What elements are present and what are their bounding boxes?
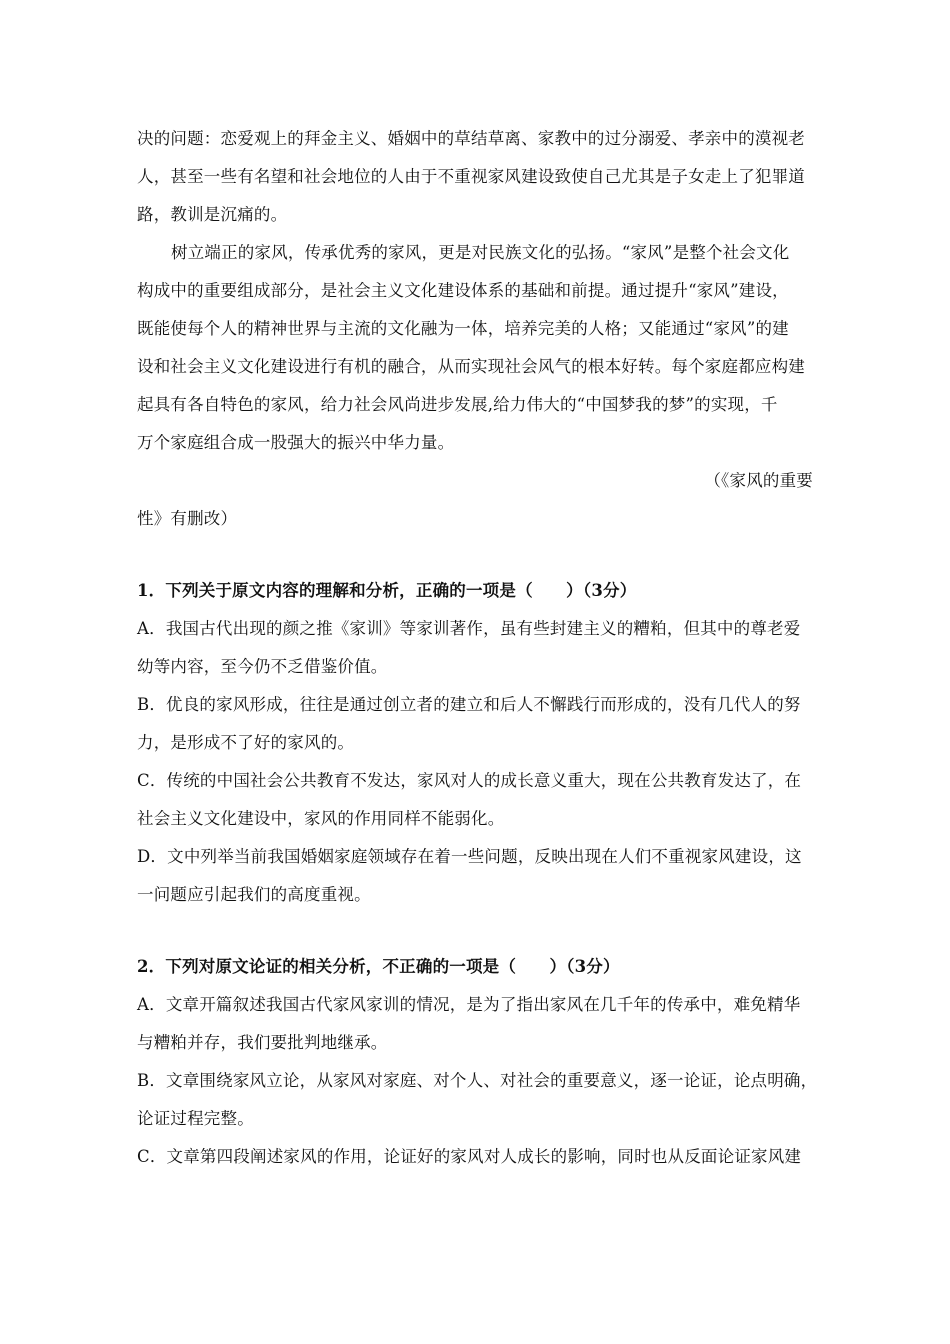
passage-line: 路，教训是沉痛的。 bbox=[137, 205, 288, 224]
passage-paragraph bbox=[137, 120, 817, 234]
option-c bbox=[137, 762, 817, 838]
passage-line: 决的问题：恋爱观上的拜金主义、婚姻中的草结草离、家教中的过分溺爱、孝亲中的漠视老 bbox=[137, 129, 805, 148]
document-page bbox=[137, 120, 817, 1176]
source-citation bbox=[137, 462, 817, 538]
option-line: 社会主义文化建设中，家风的作用同样不能弱化。 bbox=[137, 809, 505, 828]
question-stem: 1．下列关于原文内容的理解和分析，正确的一项是（ ）（3分） bbox=[137, 581, 637, 600]
option-b bbox=[137, 686, 817, 762]
option-line: 幼等内容，至今仍不乏借鉴价值。 bbox=[137, 657, 388, 676]
option-a bbox=[137, 986, 817, 1062]
option-a bbox=[137, 610, 817, 686]
option-line: 与糟粕并存，我们要批判地继承。 bbox=[137, 1033, 388, 1052]
option-line: A．我国古代出现的颜之推《家训》等家训著作，虽有些封建主义的糟粕，但其中的尊老爱 bbox=[137, 619, 801, 638]
option-line: C．传统的中国社会公共教育不发达，家风对人的成长意义重大，现在公共教育发达了，在 bbox=[137, 771, 802, 790]
passage-line: 起具有各自特色的家风，给力社会风尚进步发展,给力伟大的“中国梦我的梦”的实现，千 bbox=[137, 395, 778, 414]
option-line: 力，是形成不了好的家风的。 bbox=[137, 733, 355, 752]
option-line: B．优良的家风形成，往往是通过创立者的建立和后人不懈践行而形成的，没有几代人的努 bbox=[137, 695, 801, 714]
passage-line: 设和社会主义文化建设进行有机的融合，从而实现社会风气的根本好转。每个家庭都应构建 bbox=[137, 357, 805, 376]
option-line: 一问题应引起我们的高度重视。 bbox=[137, 885, 371, 904]
passage-line: 人，甚至一些有名望和社会地位的人由于不重视家风建设致使自己尤其是子女走上了犯罪道 bbox=[137, 167, 805, 186]
passage-line: 构成中的重要组成部分，是社会主义文化建设体系的基础和前提。通过提升“家风”建设， bbox=[137, 281, 789, 300]
source-citation-line: 性》有删改） bbox=[137, 509, 238, 528]
option-c bbox=[137, 1138, 817, 1176]
question-1 bbox=[137, 572, 817, 914]
option-b bbox=[137, 1062, 817, 1138]
source-citation-line: （《家风的重要 bbox=[704, 471, 813, 490]
passage-line: 树立端正的家风，传承优秀的家风，更是对民族文化的弘扬。“家风”是整个社会文化 bbox=[171, 243, 790, 262]
option-d bbox=[137, 838, 817, 914]
question-2 bbox=[137, 948, 817, 1176]
passage-line: 万个家庭组合成一股强大的振兴中华力量。 bbox=[137, 433, 455, 452]
option-line: D．文中列举当前我国婚姻家庭领域存在着一些问题，反映出现在人们不重视家风建设，这 bbox=[137, 847, 802, 866]
option-line: 论证过程完整。 bbox=[137, 1109, 254, 1128]
option-line: A．文章开篇叙述我国古代家风家训的情况，是为了指出家风在几千年的传承中，难免精华 bbox=[137, 995, 801, 1014]
option-line: C．文章第四段阐述家风的作用，论证好的家风对人成长的影响，同时也从反面论证家风建 bbox=[137, 1147, 802, 1166]
passage-paragraph bbox=[137, 234, 817, 462]
option-line: B．文章围绕家风立论，从家风对家庭、对个人、对社会的重要意义，逐一论证，论点明确， bbox=[137, 1071, 818, 1090]
passage-line: 既能使每个人的精神世界与主流的文化融为一体，培养完美的人格；又能通过“家风”的建 bbox=[137, 319, 789, 338]
question-stem: 2．下列对原文论证的相关分析，不正确的一项是（ ）（3分） bbox=[137, 957, 620, 976]
